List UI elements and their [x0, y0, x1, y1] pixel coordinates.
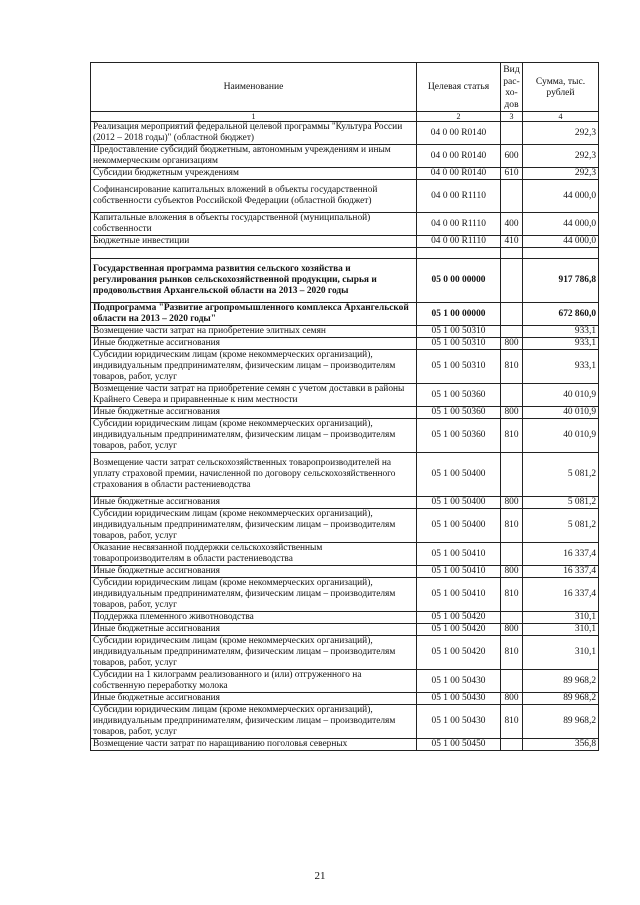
row-name: Подпрограмма "Развитие агропромышленного комплекса Архангельской области на 2013 – 2020 годы" [91, 303, 417, 326]
column-number: 4 [523, 112, 599, 122]
row-amount: 40 010,9 [523, 407, 599, 419]
table-row [91, 693, 599, 705]
table-row [91, 213, 599, 236]
row-amount: 89 968,2 [523, 705, 599, 739]
row-expense-type [501, 180, 523, 213]
row-expense-type [501, 453, 523, 497]
row-name: Субсидии юридическим лицам (кроме некоммерческих организаций), индивидуальным предпринимателям, физическим лицам – производителям товаров, работ, услуг [91, 636, 417, 670]
column-number-row [91, 112, 599, 122]
row-target-code: 04 0 00 R0140 [417, 122, 501, 145]
table-row [91, 739, 599, 751]
row-amount: 310,1 [523, 612, 599, 624]
row-expense-type [501, 384, 523, 407]
row-amount: 672 860,0 [523, 303, 599, 326]
row-target-code: 05 1 00 50360 [417, 407, 501, 419]
row-target-code: 05 1 00 50430 [417, 693, 501, 705]
row-target-code: 04 0 00 R1110 [417, 213, 501, 236]
row-target-code: 05 1 00 50450 [417, 739, 501, 751]
row-amount: 292,3 [523, 122, 599, 145]
row-target-code: 05 1 00 50400 [417, 509, 501, 543]
table-header-row [91, 63, 599, 112]
row-target-code: 05 1 00 50430 [417, 705, 501, 739]
row-expense-type [501, 248, 523, 259]
row-expense-type: 810 [501, 419, 523, 453]
row-amount: 5 081,2 [523, 497, 599, 509]
row-name: Возмещение части затрат сельскохозяйственных товаропроизводителей на уплату страховой премии, начисленной по договору сельскохозяйственного страхования в области растениеводства [91, 453, 417, 497]
row-amount: 310,1 [523, 636, 599, 670]
column-number: 1 [91, 112, 417, 122]
row-target-code: 04 0 00 R1110 [417, 236, 501, 248]
row-expense-type [501, 259, 523, 303]
row-expense-type [501, 670, 523, 693]
row-name: Оказание несвязанной поддержки сельскохозяйственным товаропроизводителям в области растениеводства [91, 543, 417, 566]
column-number: 3 [501, 112, 523, 122]
row-expense-type: 800 [501, 338, 523, 350]
row-name: Иные бюджетные ассигнования [91, 338, 417, 350]
table-row [91, 180, 599, 213]
row-amount: 16 337,4 [523, 566, 599, 578]
row-amount: 5 081,2 [523, 509, 599, 543]
row-amount: 310,1 [523, 624, 599, 636]
row-name: Возмещение части затрат на приобретение элитных семян [91, 326, 417, 338]
table-row [91, 419, 599, 453]
table-row [91, 453, 599, 497]
table-body [91, 122, 599, 751]
header-code: Целевая статья [417, 63, 501, 112]
row-name: Иные бюджетные ассигнования [91, 624, 417, 636]
table-row [91, 624, 599, 636]
row-name: Предоставление субсидий бюджетным, автономным учреждениям и иным некоммерческим организациям [91, 145, 417, 168]
table-row [91, 338, 599, 350]
row-expense-type: 410 [501, 236, 523, 248]
table-row [91, 407, 599, 419]
row-target-code: 04 0 00 R0140 [417, 145, 501, 168]
row-name: Возмещение части затрат по наращиванию поголовья северных [91, 739, 417, 751]
row-amount: 16 337,4 [523, 543, 599, 566]
row-target-code: 05 1 00 50360 [417, 384, 501, 407]
page-number: 21 [314, 870, 326, 882]
row-target-code: 04 0 00 R1110 [417, 180, 501, 213]
row-expense-type: 600 [501, 145, 523, 168]
table-row [91, 326, 599, 338]
table-row [91, 236, 599, 248]
table-row [91, 384, 599, 407]
row-name: Субсидии юридическим лицам (кроме некоммерческих организаций), индивидуальным предпринимателям, физическим лицам – производителям товаров, работ, услуг [91, 419, 417, 453]
budget-table-page [90, 62, 598, 751]
table-row [91, 122, 599, 145]
row-amount: 933,1 [523, 350, 599, 384]
row-expense-type: 810 [501, 578, 523, 612]
row-expense-type [501, 303, 523, 326]
spacer-row [91, 248, 599, 259]
table-row [91, 259, 599, 303]
row-name: Возмещение части затрат на приобретение семян с учетом доставки в районы Крайнего Севера и приравненные к ним местности [91, 384, 417, 407]
row-amount: 89 968,2 [523, 693, 599, 705]
row-amount: 917 786,8 [523, 259, 599, 303]
row-name: Иные бюджетные ассигнования [91, 407, 417, 419]
row-expense-type: 810 [501, 636, 523, 670]
row-expense-type: 400 [501, 213, 523, 236]
row-name: Субсидии юридическим лицам (кроме некоммерческих организаций), индивидуальным предпринимателям, физическим лицам – производителям товаров, работ, услуг [91, 705, 417, 739]
row-expense-type [501, 612, 523, 624]
row-name: Субсидии на 1 килограмм реализованного и (или) отгруженного на собственную переработку молока [91, 670, 417, 693]
row-amount: 292,3 [523, 145, 599, 168]
row-name: Государственная программа развития сельского хозяйства и регулирования рынков сельскохозяйственной продукции, сырья и продовольствия Архангельской области на 2013 – 2020 годы [91, 259, 417, 303]
table-row [91, 578, 599, 612]
row-amount: 933,1 [523, 326, 599, 338]
row-target-code: 05 1 00 50410 [417, 578, 501, 612]
row-target-code: 05 1 00 50400 [417, 497, 501, 509]
row-expense-type: 800 [501, 693, 523, 705]
row-amount: 16 337,4 [523, 578, 599, 612]
row-expense-type: 810 [501, 509, 523, 543]
row-target-code [417, 248, 501, 259]
row-expense-type: 810 [501, 350, 523, 384]
row-target-code: 05 1 00 50410 [417, 566, 501, 578]
row-name: Реализация мероприятий федеральной целевой программы "Культура России (2012 – 2018 годы)" (областной бюджет) [91, 122, 417, 145]
row-amount: 40 010,9 [523, 419, 599, 453]
header-name: Наименование [91, 63, 417, 112]
row-expense-type: 800 [501, 624, 523, 636]
row-target-code: 04 0 00 R0140 [417, 168, 501, 180]
row-target-code: 05 1 00 50400 [417, 453, 501, 497]
row-name: Субсидии бюджетным учреждениям [91, 168, 417, 180]
row-amount: 933,1 [523, 338, 599, 350]
row-amount: 5 081,2 [523, 453, 599, 497]
table-row [91, 350, 599, 384]
row-target-code: 05 1 00 50420 [417, 612, 501, 624]
table-row [91, 670, 599, 693]
row-target-code: 05 1 00 50410 [417, 543, 501, 566]
row-name: Субсидии юридическим лицам (кроме некоммерческих организаций), индивидуальным предпринимателям, физическим лицам – производителям товаров, работ, услуг [91, 509, 417, 543]
row-amount: 356,8 [523, 739, 599, 751]
row-expense-type [501, 543, 523, 566]
row-name: Бюджетные инвестиции [91, 236, 417, 248]
column-number: 2 [417, 112, 501, 122]
table-row [91, 509, 599, 543]
table-row [91, 566, 599, 578]
table-row [91, 145, 599, 168]
row-expense-type: 810 [501, 705, 523, 739]
table-row [91, 636, 599, 670]
row-amount: 44 000,0 [523, 180, 599, 213]
row-target-code: 05 1 00 50430 [417, 670, 501, 693]
row-expense-type [501, 739, 523, 751]
row-target-code: 05 1 00 50360 [417, 419, 501, 453]
row-amount [523, 248, 599, 259]
row-name: Иные бюджетные ассигнования [91, 693, 417, 705]
row-amount: 40 010,9 [523, 384, 599, 407]
table-row [91, 612, 599, 624]
row-name: Капитальные вложения в объекты государственной (муниципальной) собственности [91, 213, 417, 236]
row-name: Софинансирование капитальных вложений в объекты государственной собственности субъектов Российской Федерации (областной бюджет) [91, 180, 417, 213]
row-target-code: 05 1 00 50310 [417, 350, 501, 384]
row-name: Субсидии юридическим лицам (кроме некоммерческих организаций), индивидуальным предпринимателям, физическим лицам – производителям товаров, работ, услуг [91, 578, 417, 612]
row-target-code: 05 1 00 50420 [417, 636, 501, 670]
row-name: Поддержка племенного животноводства [91, 612, 417, 624]
header-type: Вид рас-хо-дов [501, 63, 523, 112]
budget-table [90, 62, 599, 751]
row-target-code: 05 1 00 00000 [417, 303, 501, 326]
row-amount: 44 000,0 [523, 236, 599, 248]
row-name [91, 248, 417, 259]
row-amount: 89 968,2 [523, 670, 599, 693]
row-expense-type: 800 [501, 497, 523, 509]
row-target-code: 05 1 00 50310 [417, 326, 501, 338]
row-expense-type: 800 [501, 407, 523, 419]
row-amount: 44 000,0 [523, 213, 599, 236]
row-expense-type: 800 [501, 566, 523, 578]
row-amount: 292,3 [523, 168, 599, 180]
table-row [91, 303, 599, 326]
header-sum: Сумма, тыс. рублей [523, 63, 599, 112]
table-row [91, 497, 599, 509]
row-expense-type: 610 [501, 168, 523, 180]
row-target-code: 05 0 00 00000 [417, 259, 501, 303]
table-row [91, 543, 599, 566]
row-name: Субсидии юридическим лицам (кроме некоммерческих организаций), индивидуальным предпринимателям, физическим лицам – производителям товаров, работ, услуг [91, 350, 417, 384]
table-row [91, 168, 599, 180]
row-expense-type [501, 326, 523, 338]
row-name: Иные бюджетные ассигнования [91, 566, 417, 578]
row-expense-type [501, 122, 523, 145]
row-target-code: 05 1 00 50420 [417, 624, 501, 636]
row-target-code: 05 1 00 50310 [417, 338, 501, 350]
row-name: Иные бюджетные ассигнования [91, 497, 417, 509]
table-row [91, 705, 599, 739]
